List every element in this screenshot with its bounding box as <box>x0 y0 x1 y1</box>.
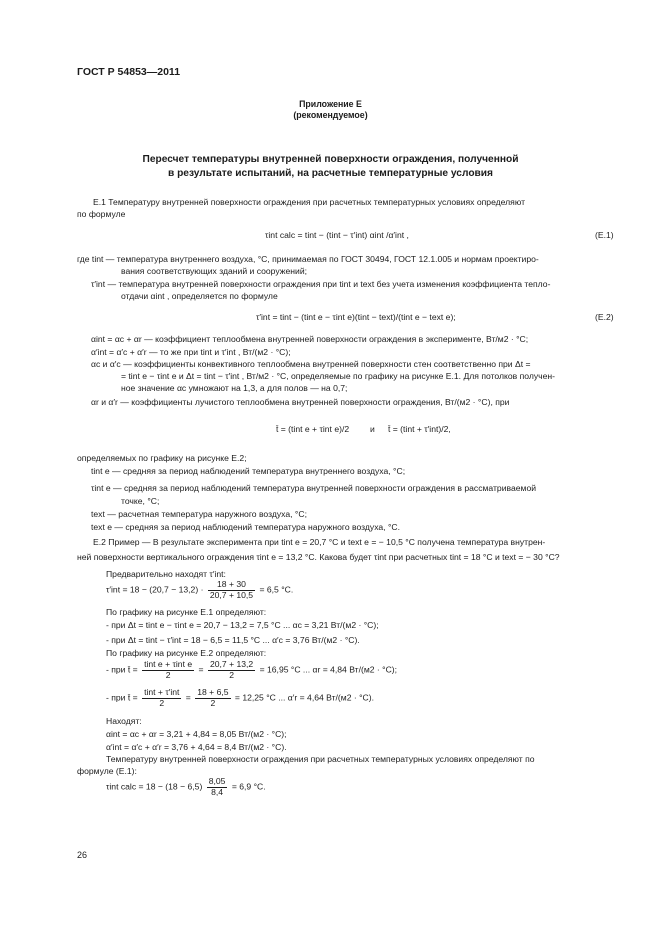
line8-fraction2 <box>208 660 255 681</box>
line8-prefix: - при t̄ = <box>106 664 138 675</box>
calc2-left: τint calc = 18 − (18 − 6,5) <box>106 781 203 792</box>
line9-denominator1: 2 <box>159 697 165 708</box>
example-line11: αint = αc + αr = 3,21 + 4,84 = 8,05 Вт/(м2 · °С); <box>106 729 287 739</box>
formula-e2: τ′int = tint − (tint e − τint e)(tint − text)/(tint e − text e); <box>256 312 456 322</box>
calc1-left: τ′int = 18 − (20,7 − 13,2) · <box>106 584 204 595</box>
formula-e1: τint calc = tint − (tint − τ′int) αint /α′int , <box>265 230 409 240</box>
calc2-right: = 6,9 °С. <box>231 781 266 792</box>
calc2-denominator: 8,4 <box>211 786 224 797</box>
example-line2: ней поверхности вертикального ограждения τint e = 13,2 °С. Какова будет τint при расчетных tint = 18 °С и text = − 30 °С? <box>77 552 560 562</box>
calc1-denominator: 20,7 + 10,5 <box>209 589 254 600</box>
example-line7: По графику на рисунке Е.2 определяют: <box>106 648 267 658</box>
example-line6: - при Δt = tint − τ′int = 18 − 6,5 = 11,5 °С ... α′c = 3,76 Вт/(м2 · °С). <box>106 635 360 645</box>
example-line8: - при t̄ = $\frac{\text{tint e + τint e}}{2}$ = $\frac{20,7 + 13,2}{2}$ = 16,95 °С ... αr = 4,84 Вт/(м2 · °С); <box>106 659 398 680</box>
line8-fraction1 <box>142 660 194 681</box>
formula-e1-number: (Е.1) <box>595 230 614 240</box>
appendix-status: (рекомендуемое) <box>293 110 368 120</box>
section-title-line1: Пересчет температуры внутренней поверхности ограждения, полученной <box>142 154 519 165</box>
example-line12: α′int = α′c + α′r = 3,76 + 4,64 = 8,4 Вт/(м2 · °С). <box>106 742 287 752</box>
where-line4: отдачи αint , определяется по формуле <box>121 291 278 301</box>
calc1-fraction <box>208 580 255 601</box>
para-e1-line2: по формуле <box>77 209 126 219</box>
def-alpha-int-prime: α′int = α′c + α′r — то же при tint и τ′int , Вт/(м2 · °С); <box>91 347 291 357</box>
line8-numerator1: tint e + τint e <box>144 659 193 669</box>
page-number: 26 <box>77 850 88 860</box>
line9-prefix: - при t̄ = <box>106 692 138 703</box>
line9-fraction2 <box>195 688 230 709</box>
line8-denominator2: 2 <box>229 669 234 680</box>
calc1-right: = 6,5 °С. <box>259 584 294 595</box>
line9-numerator1: tint + τ′int <box>144 687 180 697</box>
para-e1-line1: Е.1 Температуру внутренней поверхности ограждения при расчетных температурных условиях определяют <box>93 197 526 207</box>
line9-denominator2: 2 <box>210 697 216 708</box>
example-line4: По графику на рисунке Е.1 определяют: <box>106 607 267 617</box>
tbar-formula-left: t̄ = (tint e + τint e)/2 <box>276 424 350 434</box>
example-line10: Находят: <box>106 716 142 726</box>
where-line3: τ′int — температура внутренней поверхности ограждения при tint и text без учета изменения коэффициента тепло- <box>91 279 551 289</box>
example-calc2 <box>106 777 266 798</box>
def-alpha-c-line3: ное значение αc умножают на 1,3, а для полов — на 0,7; <box>121 383 348 393</box>
where-line2: вания соответствующих зданий и сооружений; <box>121 266 308 276</box>
defs2-line4: точке, °С; <box>121 496 160 506</box>
defs2-line2: tint e — средняя за период наблюдений температура внутреннего воздуха, °С; <box>91 466 406 476</box>
tbar-formula-right: t̄ = (tint + τ′int)/2, <box>388 424 451 434</box>
defs2-line1: определяемых по графику на рисунке Е.2; <box>77 453 247 463</box>
example-line13: Температуру внутренней поверхности ограждения при расчетных температурных условиях определяют по <box>106 754 535 764</box>
example-line9: - при t̄ = $\frac{\text{tint + τ′int}}{2}$ = $\frac{18 + 6,5}{2}$ = 12,25 °С ... α′r = 4,64 Вт/(м2 · °С). <box>106 687 374 708</box>
calc1-numerator: 18 + 30 <box>208 580 255 591</box>
section-title-line2: в результате испытаний, на расчетные температурные условия <box>167 168 494 179</box>
line8-numerator2: 20,7 + 13,2 <box>209 659 254 669</box>
def-alpha-c-line2: = tint e − τint e и Δt = tint − τ′int , Вт/м2 · °С, определяемые по графику на рисунке Е.1. Для потолков получен- <box>121 371 556 381</box>
line9-result: = 12,25 °С ... α′r = 4,64 Вт/(м2 · °С). <box>234 692 374 703</box>
calc2-fraction <box>207 777 228 798</box>
line8-result: = 16,95 °С ... αr = 4,84 Вт/(м2 · °С); <box>259 664 398 675</box>
example-line3: Предварительно находят τ′int: <box>106 569 226 579</box>
defs2-line6: text e — средняя за период наблюдений температура наружного воздуха, °С. <box>91 522 400 532</box>
def-alpha-int: αint = αc + αr — коэффициент теплообмена внутренней поверхности ограждения в эксперименте, Вт/м2 · °С; <box>91 334 529 344</box>
where-line1: где tint — температура внутреннего воздуха, °С, принимаемая по ГОСТ 30494, ГОСТ 12.1.005 и нормам проектиро- <box>77 254 539 264</box>
defs2-line5: text — расчетная температура наружного воздуха, °С; <box>91 509 307 519</box>
appendix-name: Приложение Е <box>299 99 362 109</box>
example-line5: - при Δt = tint e − τint e = 20,7 − 13,2 = 7,5 °С ... αc = 3,21 Вт/(м2 · °С); <box>106 620 379 630</box>
tbar-formula-and: и <box>370 424 375 434</box>
defs2-line3: τint e — средняя за период наблюдений температура внутренней поверхности ограждения в рассматриваемой <box>91 483 537 493</box>
def-alpha-r: αr и α′r — коэффициенты лучистого теплообмена внутренней поверхности ограждения, Вт/(м2 · °С), при <box>91 397 510 407</box>
example-calc1 <box>106 580 293 601</box>
line9-numerator2: 18 + 6,5 <box>197 687 229 697</box>
doc-header-id: ГОСТ Р 54853—2011 <box>77 66 181 78</box>
def-alpha-c-line1: αc и α′c — коэффициенты конвективного теплообмена внутренней поверхности стен соответственно при Δt = <box>91 359 531 369</box>
example-line14: формуле (Е.1): <box>77 766 137 776</box>
formula-e2-number: (Е.2) <box>595 312 614 322</box>
example-line1: Е.2 Пример — В результате эксперимента при tint e = 20,7 °С и text e = − 10,5 °С получена температура внутрен- <box>93 537 546 547</box>
calc2-numerator: 8,05 <box>208 776 226 786</box>
line9-fraction1 <box>142 688 181 709</box>
line8-denominator1: 2 <box>165 669 171 680</box>
